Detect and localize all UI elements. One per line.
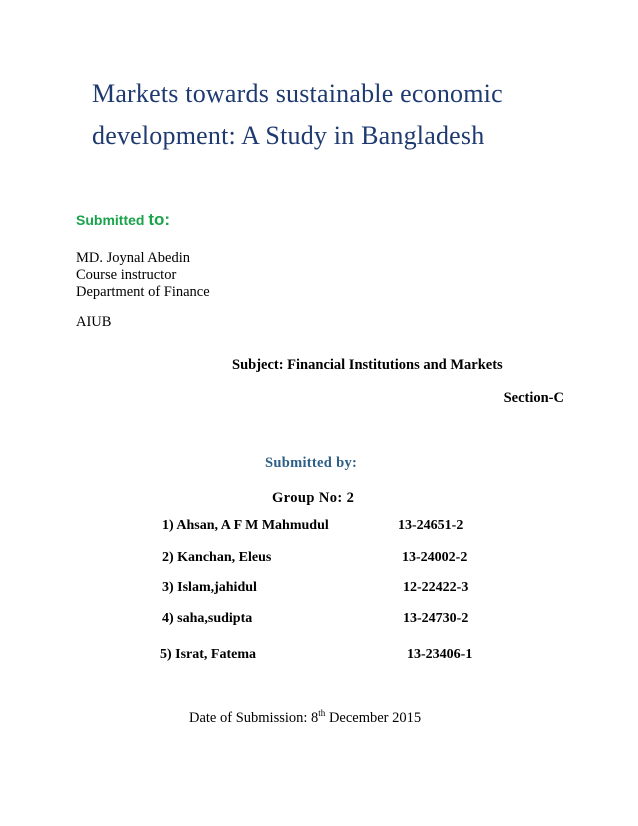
member-name: 4) saha,sudipta [162, 611, 253, 626]
member-name: 1) Ahsan, A F M Mahmudul [162, 518, 329, 533]
date-ordinal-suffix: th [318, 708, 326, 718]
member-id: 13-24651-2 [398, 518, 464, 533]
member-id: 13-24002-2 [402, 550, 468, 565]
instructor-role: Course instructor [76, 267, 177, 283]
member-id: 13-23406-1 [407, 647, 473, 662]
submission-date [189, 708, 421, 727]
member-name: 2) Kanchan, Eleus [162, 550, 272, 565]
date-suffix: December 2015 [325, 710, 422, 726]
instructor-department: Department of Finance [76, 284, 210, 300]
member-name: 3) Islam,jahidul [162, 580, 257, 595]
group-number: Group No: 2 [272, 490, 355, 506]
date-prefix: Date of Submission: 8 [189, 710, 319, 726]
submitted-to-label-main: Submitted [76, 212, 149, 228]
member-name: 5) Israt, Fatema [160, 647, 257, 662]
title-line-1: Markets towards sustainable economic [92, 79, 503, 108]
submitted-to-label [76, 210, 170, 230]
submitted-by-label: Submitted by: [265, 455, 358, 471]
section: Section-C [503, 390, 564, 406]
member-id: 13-24730-2 [403, 611, 469, 626]
instructor-name: MD. Joynal Abedin [76, 250, 190, 266]
subject: Subject: Financial Institutions and Markets [232, 357, 503, 373]
title-line-2: development: A Study in Bangladesh [92, 121, 485, 150]
member-id: 12-22422-3 [403, 580, 469, 595]
submitted-to-label-tail: to: [148, 210, 171, 229]
institution: AIUB [76, 314, 112, 330]
